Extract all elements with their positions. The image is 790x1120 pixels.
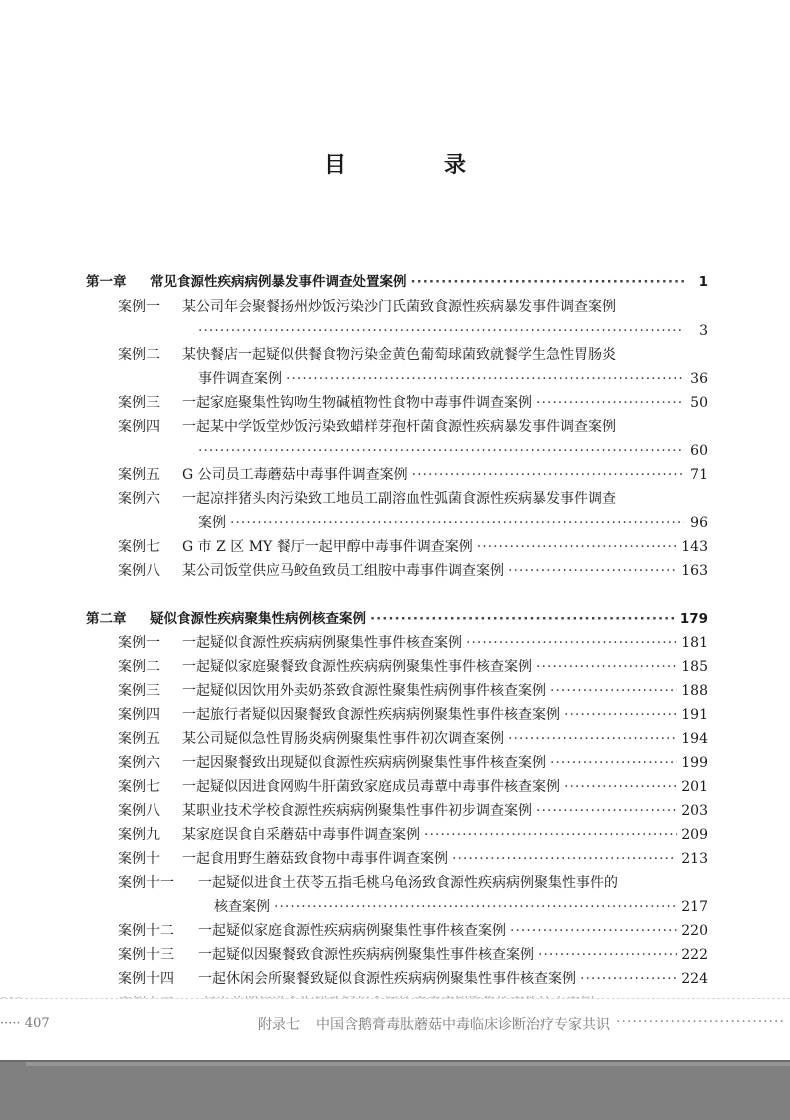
- case-title: 某公司疑似急性胃肠炎病例聚集性事件初次调查案例: [182, 731, 504, 747]
- leader-dots: [230, 512, 684, 534]
- toc-entry-continuation[interactable]: [198, 512, 708, 534]
- toc-entry[interactable]: [118, 392, 708, 414]
- page-number: 199: [681, 755, 708, 771]
- page-number: 213: [681, 851, 708, 867]
- chapter-label: 第二章: [86, 611, 127, 627]
- toc-entry[interactable]: [118, 344, 708, 366]
- page-number: 203: [681, 803, 708, 819]
- case-title: 一起疑似因聚餐致食源性疾病病例聚集性事件核查案例: [198, 947, 534, 963]
- case-label: 案例五: [118, 731, 160, 747]
- scan-border: [0, 1062, 790, 1120]
- case-label: 案例六: [118, 491, 160, 507]
- page-number: 407: [24, 1016, 50, 1031]
- case-label: 案例五: [118, 467, 160, 483]
- leader-dots-prefix: ·····: [0, 1016, 25, 1031]
- leader-dots: [538, 944, 677, 966]
- case-label: 案例十一: [118, 875, 174, 891]
- case-label: 案例二: [118, 347, 160, 363]
- leader-dots: [536, 392, 684, 414]
- case-title: 某家庭误食自采蘑菇中毒事件调查案例: [182, 827, 420, 843]
- case-title: 某公司饭堂供应马鲛鱼致员工组胺中毒事件调查案例: [182, 563, 504, 579]
- case-label: 案例六: [118, 755, 160, 771]
- leader-dots: [370, 608, 676, 630]
- leader-dots: [580, 968, 677, 990]
- leader-dots: [564, 704, 677, 726]
- toc-entry[interactable]: [118, 704, 708, 726]
- leader-dots: [411, 271, 685, 293]
- leader-dots: [616, 1014, 786, 1034]
- page-number: 209: [681, 827, 708, 843]
- toc-entry-continuation[interactable]: [198, 440, 708, 462]
- chapter-heading[interactable]: [86, 608, 708, 630]
- case-label: 案例八: [118, 563, 160, 579]
- page-number: 222: [681, 947, 708, 963]
- leader-dots: [508, 560, 677, 582]
- case-title: 某快餐店一起疑似供餐食物污染金黄色葡萄球菌致就餐学生急性胃肠炎: [182, 347, 616, 363]
- case-label: 案例十二: [118, 923, 174, 939]
- leader-dots: [424, 824, 677, 846]
- toc-entry[interactable]: [118, 680, 708, 702]
- page-title: 目 录: [323, 153, 504, 178]
- case-label: 案例七: [118, 779, 160, 795]
- toc-entry[interactable]: [118, 416, 708, 438]
- leader-dots: [550, 752, 677, 774]
- case-label: 案例七: [118, 539, 160, 555]
- page-number: 1: [698, 274, 708, 290]
- leader-dots: [508, 728, 677, 750]
- case-label: 案例十三: [118, 947, 174, 963]
- case-title: 一起疑似家庭食源性疾病病例聚集性事件核查案例: [198, 923, 506, 939]
- toc-entry[interactable]: [118, 296, 708, 318]
- toc-entry[interactable]: [118, 752, 708, 774]
- case-label: 案例十四: [118, 971, 174, 987]
- case-title: 一起食用野生蘑菇致食物中毒事件调查案例: [182, 851, 448, 867]
- case-title: 一起某中学饭堂炒饭污染致蜡样芽孢杆菌食源性疾病暴发事件调查案例: [182, 419, 616, 435]
- appendix-entry[interactable]: [258, 1014, 790, 1034]
- chapter-title: 常见食源性疾病病例暴发事件调查处置案例: [150, 274, 407, 290]
- case-label: 案例二: [118, 659, 160, 675]
- leader-dots: [274, 896, 677, 918]
- toc-entry[interactable]: [118, 872, 708, 894]
- case-label: 案例八: [118, 803, 160, 819]
- page-number: 217: [681, 899, 708, 915]
- case-title: 一起凉拌猪头肉污染致工地员工副溶血性弧菌食源性疾病暴发事件调查: [182, 491, 616, 507]
- toc-entry[interactable]: [118, 488, 708, 510]
- page-number: 181: [681, 635, 708, 651]
- case-label: 案例四: [118, 707, 160, 723]
- leader-dots: [564, 776, 677, 798]
- toc-entry[interactable]: [118, 824, 708, 846]
- page-number: 96: [690, 515, 708, 531]
- case-title: G 公司员工毒蘑菇中毒事件调查案例: [182, 467, 408, 483]
- toc-entry[interactable]: [118, 536, 708, 558]
- leader-dots: [477, 536, 678, 558]
- page-number: 188: [681, 683, 708, 699]
- case-label: 案例九: [118, 827, 160, 843]
- case-title-continued: 核查案例: [214, 899, 270, 915]
- case-title: 一起疑似因饮用外卖奶茶致食源性聚集性病例事件核查案例: [182, 683, 546, 699]
- page-number: 194: [681, 731, 708, 747]
- toc-entry[interactable]: [118, 920, 708, 942]
- leader-dots: [198, 440, 684, 462]
- leader-dots: [536, 656, 677, 678]
- case-title: 一起因聚餐致出现疑似食源性疾病病例聚集性事件核查案例: [182, 755, 546, 771]
- toc-entry-continuation[interactable]: [214, 896, 708, 918]
- case-title: G 市 Z 区 MY 餐厅一起甲醇中毒事件调查案例: [182, 539, 473, 555]
- case-title: 一起休闲会所聚餐致疑似食源性疾病病例聚集性事件核查案例: [198, 971, 576, 987]
- case-title: 一起疑似食源性疾病病例聚集性事件核查案例: [182, 635, 462, 651]
- case-title: 一起疑似进食土茯苓五指毛桃乌龟汤致食源性疾病病例聚集性事件的: [198, 875, 618, 891]
- page-number: 71: [690, 467, 708, 483]
- appendix-label: 附录七: [258, 1017, 300, 1033]
- leader-dots: [286, 368, 684, 390]
- page-number: 201: [681, 779, 708, 795]
- page-number: 224: [681, 971, 708, 987]
- leader-dots: [466, 632, 677, 654]
- leader-dots: [550, 680, 677, 702]
- case-title: 某职业技术学校食源性疾病病例聚集性事件初步调查案例: [182, 803, 532, 819]
- appendix-title: 中国含鹅膏毒肽蘑菇中毒临床诊断治疗专家共识: [316, 1017, 610, 1033]
- case-title: 一起家庭聚集性钩吻生物碱植物性食物中毒事件调查案例: [182, 395, 532, 411]
- case-label: 案例十: [118, 851, 160, 867]
- page-number: 60: [690, 443, 708, 459]
- toc-entry-continuation[interactable]: [198, 368, 708, 390]
- leader-dots: [452, 848, 677, 870]
- chapter-label: 第一章: [86, 274, 127, 290]
- page-number: 185: [681, 659, 708, 675]
- leader-dots: [412, 464, 684, 486]
- case-title: 一起旅行者疑似因聚餐致食源性疾病病例聚集性事件核查案例: [182, 707, 560, 723]
- leader-dots: [198, 320, 684, 342]
- toc-entry[interactable]: [118, 968, 708, 990]
- toc-entry[interactable]: [118, 776, 708, 798]
- case-label: 案例四: [118, 419, 160, 435]
- case-title-continued: 案例: [198, 515, 226, 531]
- toc-entry[interactable]: [118, 632, 708, 654]
- case-label: 案例一: [118, 635, 160, 651]
- page-number: 220: [681, 923, 708, 939]
- page-number: 3: [699, 323, 708, 339]
- case-title: 一起疑似因进食网购牛肝菌致家庭成员毒蕈中毒事件核查案例: [182, 779, 560, 795]
- case-label: 案例三: [118, 395, 160, 411]
- adjacent-page-number: [0, 1016, 50, 1031]
- case-title: 一起疑似家庭聚餐致食源性疾病病例聚集性事件核查案例: [182, 659, 532, 675]
- page-number: 179: [679, 611, 708, 627]
- toc-entry[interactable]: [118, 464, 708, 486]
- page-edge: [26, 1062, 790, 1066]
- leader-dots: [536, 800, 677, 822]
- page-number: 50: [690, 395, 708, 411]
- case-title-continued: 事件调查案例: [198, 371, 282, 387]
- page-number: 191: [681, 707, 708, 723]
- leader-dots: [510, 920, 677, 942]
- page-number: 36: [690, 371, 708, 387]
- case-label: 案例三: [118, 683, 160, 699]
- toc-entry[interactable]: [118, 728, 708, 750]
- case-title: 某公司年会聚餐扬州炒饭污染沙门氏菌致食源性疾病暴发事件调查案例: [182, 299, 616, 315]
- page-number: 143: [681, 539, 708, 555]
- page-number: 163: [681, 563, 708, 579]
- toc-entry[interactable]: [118, 800, 708, 822]
- toc-entry[interactable]: [118, 560, 708, 582]
- case-label: 案例一: [118, 299, 160, 315]
- toc-entry-continuation[interactable]: [198, 320, 708, 342]
- toc-entry[interactable]: [118, 848, 708, 870]
- toc-entry[interactable]: [118, 944, 708, 966]
- chapter-heading[interactable]: [86, 271, 708, 293]
- chapter-title: 疑似食源性疾病聚集性病例核查案例: [150, 611, 366, 627]
- toc-entry[interactable]: [118, 656, 708, 678]
